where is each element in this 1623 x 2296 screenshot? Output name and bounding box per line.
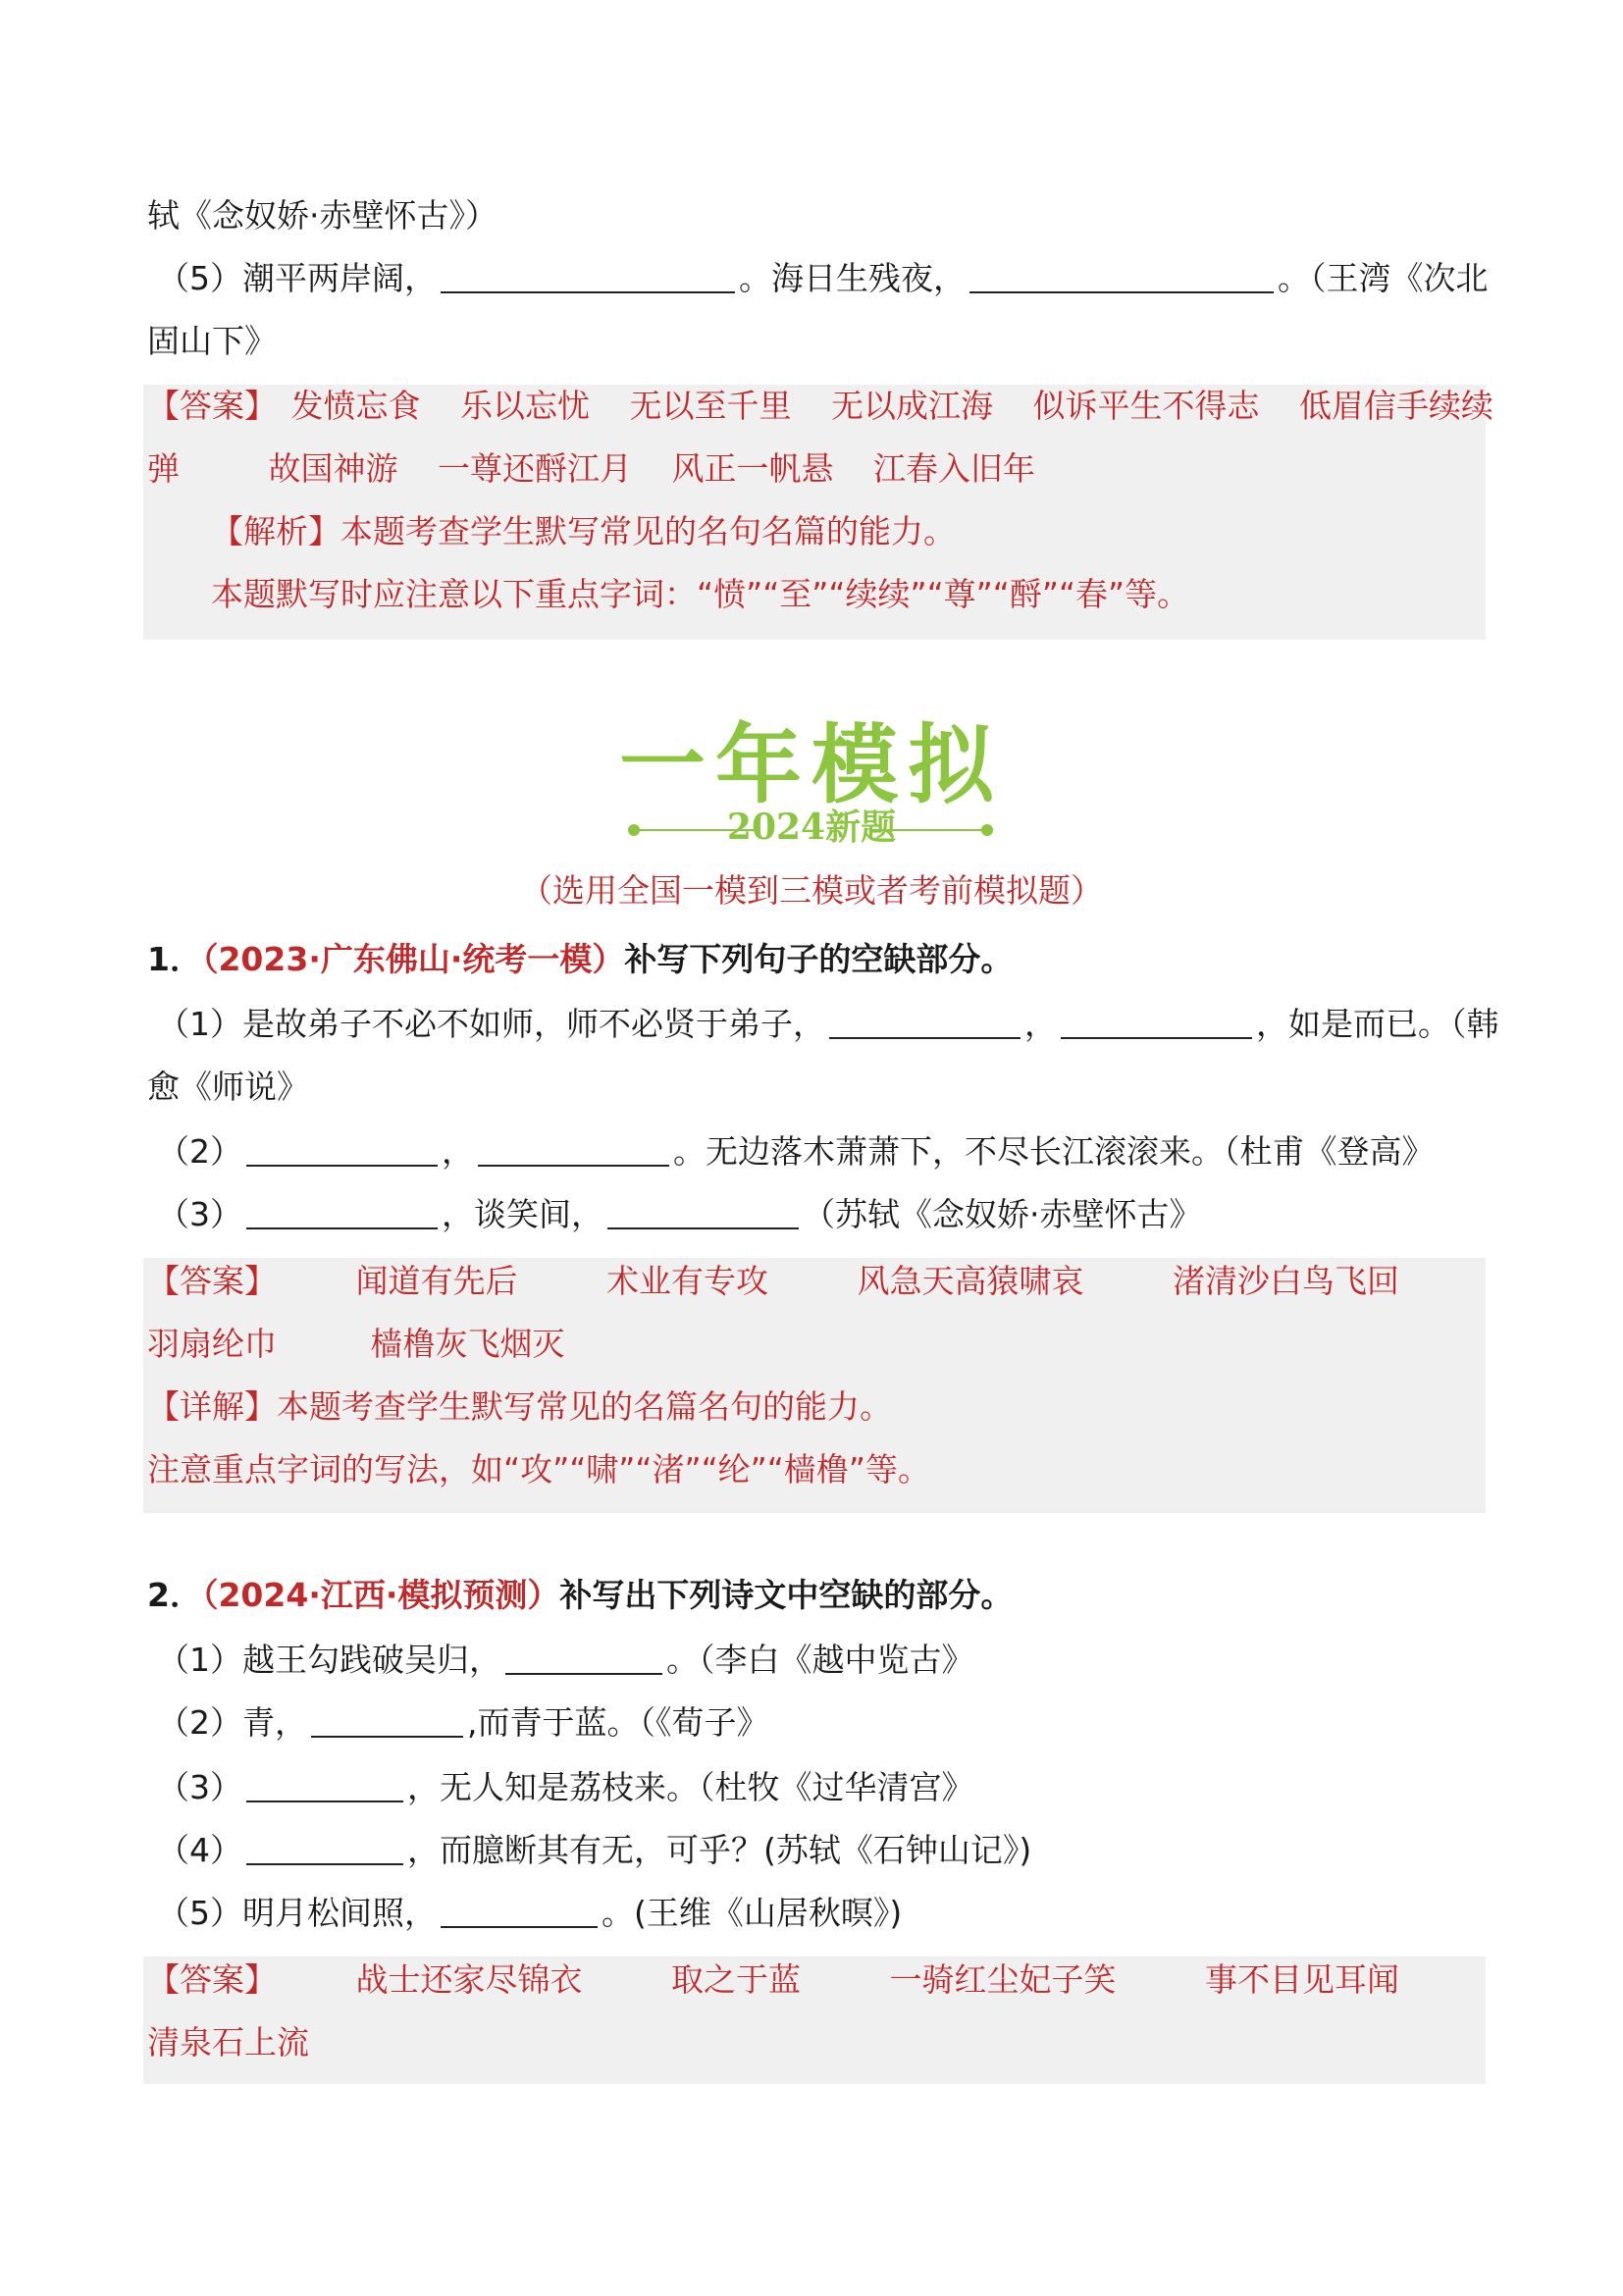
answer-item: 清泉石上流	[147, 2023, 309, 2061]
answer-item: 无以至千里	[629, 387, 792, 425]
answer-blank[interactable]	[246, 1830, 403, 1865]
question-source: （2024·江西·模拟预测）	[201, 1576, 560, 1614]
answer-tag: 【答案】	[147, 1262, 277, 1300]
answer-line	[147, 1949, 1482, 2011]
answer-item: 风急天高猿啸哀	[857, 1262, 1084, 1300]
text: （1）越王勾践破吴归，	[157, 1641, 501, 1679]
answer-item: 风正一帆悬	[671, 449, 834, 488]
text: ，	[442, 1132, 474, 1171]
continuation-line	[147, 184, 1482, 247]
text: （5）明月松间照，	[157, 1894, 437, 1932]
text: 。（王湾《次北	[1278, 259, 1489, 297]
detail-note	[147, 1438, 1482, 1501]
text: 【解析】本题考查学生默写常见的名句名篇的能力。	[211, 512, 956, 550]
text: 愈《师说》	[147, 1068, 309, 1106]
text: （5）潮平两岸阔，	[157, 259, 437, 297]
analysis-line	[211, 500, 1545, 563]
answer-item: 故国神游	[268, 449, 398, 488]
answer-blank[interactable]	[311, 1702, 463, 1738]
q2-line-2	[147, 1692, 1492, 1754]
answer-line	[147, 438, 1482, 500]
question-prompt: 补写下列句子的空缺部分。	[624, 940, 1014, 978]
answer-line	[147, 1250, 1482, 1313]
q1-line-3	[147, 1183, 1492, 1246]
answer-blank[interactable]	[441, 1893, 598, 1928]
answer-item: 低眉信手续续	[1299, 387, 1493, 425]
answer-item: 羽扇纶巾	[147, 1325, 277, 1363]
answer-item: 闻道有先后	[355, 1262, 518, 1300]
q1-line-2	[147, 1121, 1492, 1183]
question-prompt: 补写出下列诗文中空缺的部分。	[559, 1576, 1014, 1614]
detail-line	[147, 1376, 1482, 1438]
answer-item: 战士还家尽锦衣	[355, 1960, 583, 1999]
text: （苏轼《念奴娇·赤壁怀古》	[803, 1195, 1202, 1233]
text: （2）青，	[157, 1703, 307, 1742]
answer-tag: 【答案】	[147, 1960, 277, 1999]
answer-blank[interactable]	[246, 1194, 438, 1229]
text: ，如是而已。（韩	[1256, 1005, 1499, 1043]
answer-blank[interactable]	[505, 1640, 662, 1675]
text: （3）	[157, 1195, 242, 1233]
answer-item: 一骑红尘妃子笑	[889, 1960, 1117, 1999]
answer-item: 事不目见耳闻	[1205, 1960, 1399, 1999]
answer-item: 樯橹灰飞烟灭	[370, 1325, 565, 1363]
text: 【详解】本题考查学生默写常见的名篇名句的能力。	[147, 1387, 892, 1426]
section-banner-subtitle: 2024新题	[726, 807, 897, 848]
section-banner-title: 一年模拟	[618, 714, 1004, 815]
text: ，而臆断其有无，可乎？(苏轼《石钟山记》)	[407, 1831, 1032, 1869]
q2-line-1	[147, 1629, 1492, 1692]
answer-item: 取之于蓝	[671, 1960, 801, 1999]
text: 。海日生残夜，	[739, 259, 966, 297]
text: 本题默写时应注意以下重点字词：“愤”“至”“续续”“尊”“酹”“春”等。	[211, 575, 1190, 613]
answer-blank[interactable]	[441, 258, 735, 293]
answer-item: 一尊还酹江月	[438, 449, 632, 488]
q2-line-5	[147, 1882, 1492, 1945]
answer-item: 弹	[147, 449, 180, 488]
question-1-heading	[147, 928, 1482, 991]
answer-item: 似诉平生不得志	[1032, 387, 1260, 425]
answer-blank[interactable]	[478, 1131, 669, 1167]
answer-item: 无以成江海	[831, 387, 993, 425]
answer-blank[interactable]	[1061, 1004, 1252, 1039]
answer-blank[interactable]	[246, 1131, 438, 1167]
answer-item: 发愤忘食	[290, 387, 421, 425]
question-number: 2．	[147, 1576, 202, 1614]
question-source: （2023·广东佛山·统考一模）	[201, 940, 625, 978]
q2-line-4	[147, 1819, 1492, 1882]
answer-tag: 【答案】	[147, 387, 277, 425]
analysis-note	[211, 563, 1545, 626]
q1-line-1	[147, 993, 1499, 1056]
question-2-heading	[147, 1564, 1482, 1627]
text: （1）是故弟子不必不如师，师不必贤于弟子，	[157, 1005, 825, 1043]
text: 轼《念奴娇·赤壁怀古》）	[147, 196, 497, 235]
text: （2）	[157, 1132, 242, 1171]
section-banner-note: （选用全国一模到三模或者考前模拟题）	[520, 871, 1103, 910]
answer-line	[147, 375, 1493, 438]
answer-item: 江春入旧年	[873, 449, 1035, 488]
text: 注意重点字词的写法，如“攻”“啸”“渚”“纶”“樯橹”等。	[147, 1450, 930, 1488]
answer-blank[interactable]	[607, 1194, 799, 1229]
answer-line	[147, 2011, 1482, 2074]
question-5-line	[147, 247, 1492, 310]
answer-blank[interactable]	[969, 258, 1274, 293]
text: 。(王维《山居秋暝》)	[602, 1894, 903, 1932]
text: ，	[1024, 1005, 1057, 1043]
answer-blank[interactable]	[246, 1767, 403, 1802]
text: （3）	[157, 1768, 242, 1806]
text: 。无边落木萧萧下，不尽长江滚滚来。（杜甫《登高》	[673, 1132, 1435, 1171]
question-number: 1．	[147, 940, 202, 978]
text: ,而青于蓝。（《荀子》	[467, 1703, 769, 1742]
text: 固山下》	[147, 322, 277, 360]
answer-blank[interactable]	[829, 1004, 1021, 1039]
answer-item: 渚清沙白鸟飞回	[1173, 1262, 1399, 1300]
text: （4）	[157, 1831, 242, 1869]
answer-line	[147, 1313, 1482, 1376]
q2-line-3	[147, 1756, 1492, 1819]
text: ，谈笑间，	[442, 1195, 603, 1233]
q1-line-1-cont	[147, 1056, 1482, 1119]
question-5-line-cont	[147, 310, 1482, 373]
text: 。（李白《越中览古》	[666, 1641, 974, 1679]
text: ，无人知是荔枝来。（杜牧《过华清宫》	[407, 1768, 974, 1806]
answer-item: 术业有专攻	[606, 1262, 768, 1300]
answer-item: 乐以忘忧	[460, 387, 590, 425]
